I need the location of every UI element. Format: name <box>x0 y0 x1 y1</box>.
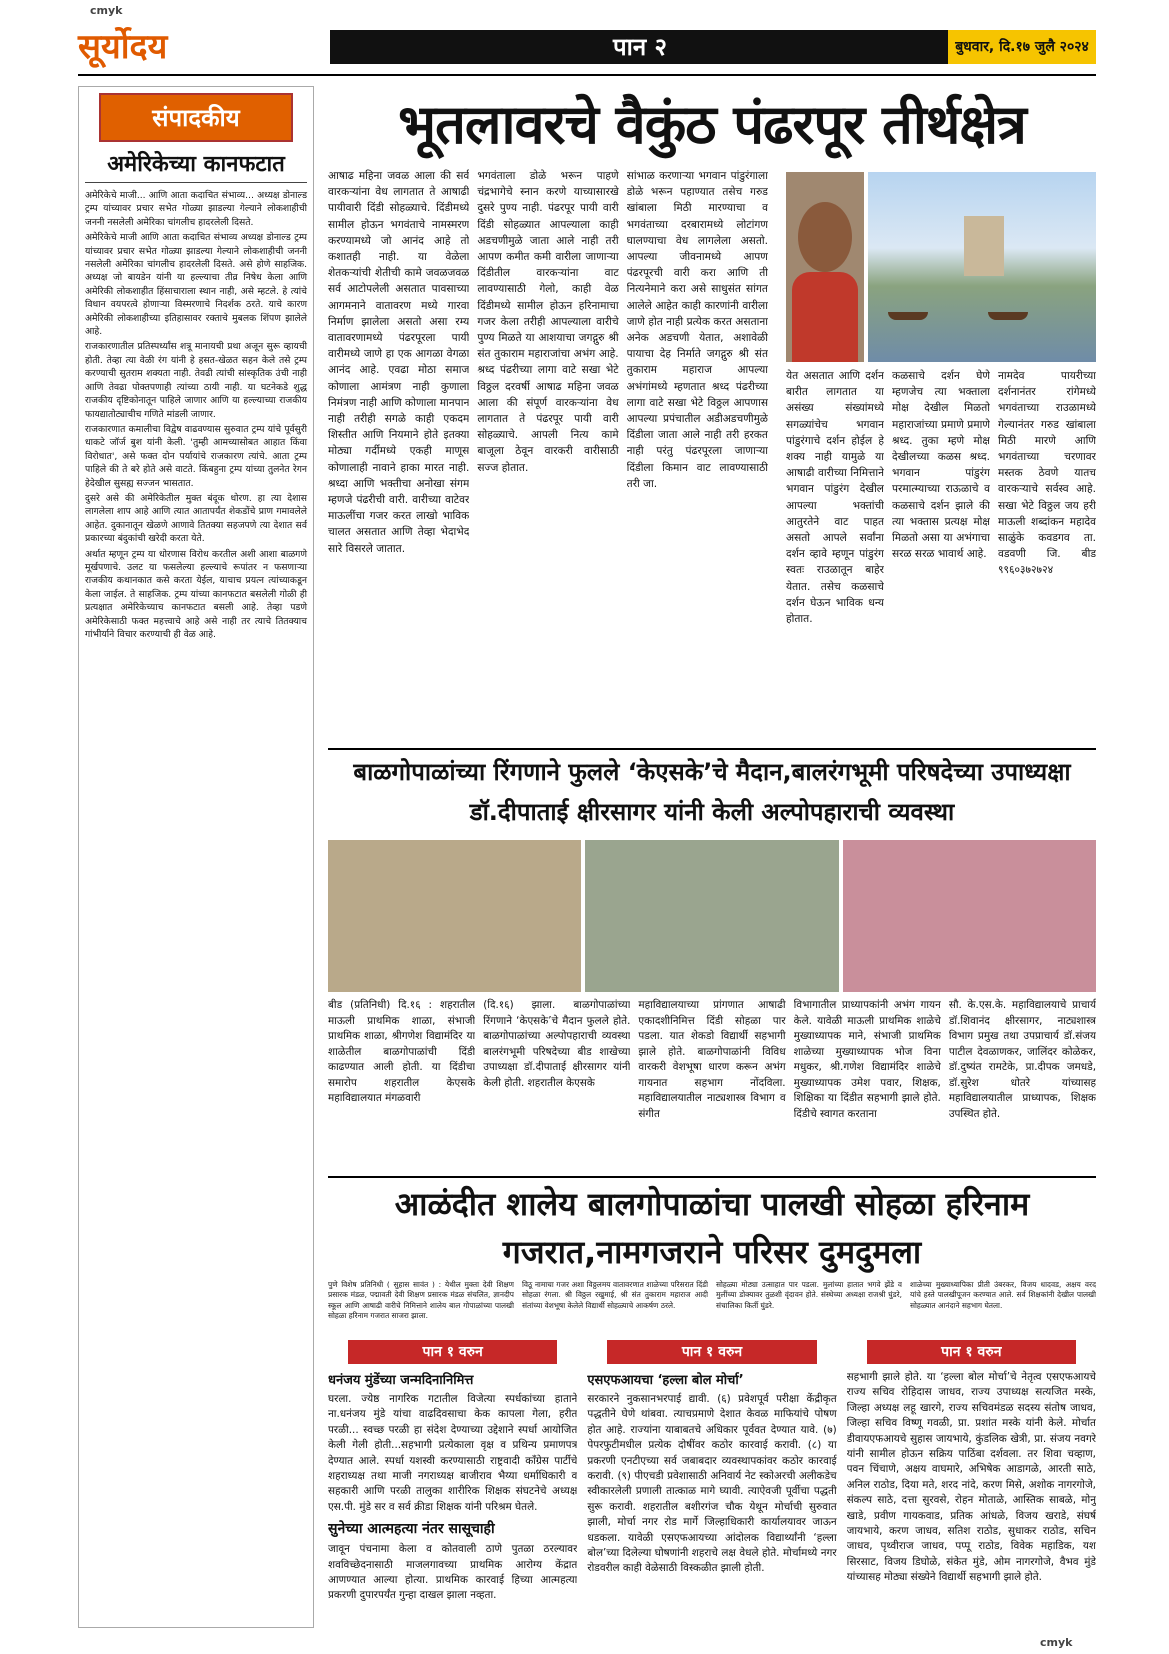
alandi-column <box>522 1280 708 1336</box>
continued-headline: एसएफआयचा ‘हल्ला बोल मोर्चा’ <box>587 1373 744 1388</box>
balgopal-column <box>638 998 785 1170</box>
author-photo <box>786 172 864 362</box>
balgopal-text: विभागातील प्राध्यापकांनी अभंग गायन केले. यावेळी माऊली प्राथमिक शाळेचे मुख्याध्यापक माने, संभाजी प्राथमिक शाळेच्या मुख्याध्यापक भोज विना मधुकर, श्री.गणेश विद्यामंदिर शाळेचे मुख्याध्यापक उमेश पवार, शिक्षक, शिक्षिका या दिंडीत सहभागी झाले होते. दिंडीचे स्वागत करताना <box>793 999 941 1120</box>
continued-banner: पान १ वरुन <box>867 1340 1076 1364</box>
boat-shape <box>888 312 928 320</box>
editorial-paragraph: अमेरिकेचे माजी आणि आता कदाचित संभाव्य अध्यक्ष डोनाल्ड ट्रम्प यांच्यावर प्रचार सभेत गोळ्या झाडल्या गेल्याने लोकशाहीची जननी नसलेली अमेरिका चांगलीच हादरलेली दिसते. असे होणे साहजिक. अध्यक्ष जो बायडेन यांनी या हल्ल्याचा तीव्र निषेध केला आणि अमेरिकी लोकशाहीत हिंसाचाराला स्थान नाही, असे म्हटले. हे त्यांचे विधान वयपरत्वे होणाऱ्या विस्मरणाचे निदर्शक ठरते. याचे कारण अमेरिकी लोकशाहीच्या इतिहासावर रक्ताचे मुबलक शिंपण झालेले आहे. <box>85 232 307 338</box>
alandi-text: सोहळ्या मोठ्या उत्साहात पार पडला. मुलांच्या हातात भगवे झेंडे व मुलींच्या डोक्यावर तुळशी वृंदावन होते. संस्थेच्या अध्यक्षा राजश्री घुंडरे, संचालिका किर्ती घुंडरे. <box>716 1280 902 1310</box>
balgopal-headline: बाळगोपाळांच्या रिंगणाने फुलले ‘केएसके’चे मैदान,बालरंगभूमी परिषदेच्या उपाध्यक्षा डॉ.दीपाताई क्षीरसागर यांनी केली अल्पोपहाराची व्यवस्था <box>328 748 1096 836</box>
alandi-text: शाळेच्या मुख्याध्यापिका प्रीती उंबरकर, विजय धादवड, अक्षय वरद यांचे हस्ते पालखीपूजन करण्यात आले. सर्व शिक्षकांनी देखील पालखी सोहळ्यात आनंदाने सहभाग घेतला. <box>910 1280 1096 1310</box>
continued-banner: पान १ वरुन <box>607 1340 816 1364</box>
issue-date: बुधवार, दि.१७ जुलै २०२४ <box>948 30 1096 64</box>
editorial-paragraph: अमेरिकेचे माजी... आणि आता कदाचित संभाव्य... अध्यक्ष डोनाल्ड ट्रम्प यांच्यावर प्रचार सभेत गोळ्या झाडल्या गेल्याने लोकशाहीची जननी नसलेली अमेरिका चांगलीच हादरलेली दिसते. <box>85 190 307 228</box>
lead-text: नामदेव पायरीच्या दर्शनानंतर रांगेमध्ये भगवंताच्या राउळामध्ये गेल्यानंतर गरुड खांबाला मिठी मारणे आणि भगवंताच्या चरणावर मस्तक ठेवणे यातच वारकऱ्याचे सर्वस्व आहे. सखा भेटे विठ्ठल जय हरी माऊली शब्दांकन महादेव साळुंके कवडगव ता. वडवणी जि. बीड ९९६०३७२७२४ <box>998 370 1096 577</box>
editorial-paragraph: राजकारणात कमालीचा विद्वेष वाढवण्यास सुरुवात ट्रम्प यांचे पूर्वसुरी धाकटे जॉर्ज बुश यांनी केली. 'तुम्ही आमच्यासोबत आहात किंवा विरोधात', असे फक्त दोन पर्यायांचे राजकारण त्यांचे. आता ट्रम्प पाहिले की ते बरे होते असे वाटते. किंबहुना ट्रम्प यांच्या तुलनेत रेगन हेदेखील सुसह्य सज्जन भासतात. <box>85 423 307 489</box>
balgopal-text: (दि.१६) झाला. बाळगोपाळांच्या रिंगणाने ‘केएसके’चे मैदान फुलले होते. बाळगोपाळांच्या अल्पोपहाराची व्यवस्था बालरंगभूमी परिषदेच्या बीड शाखेच्या उपाध्यक्षा डॉ.दीपाताई क्षीरसागर यांनी केली होती. शहरातील केएसके <box>483 999 631 1089</box>
balgopal-text: सौ. के.एस.के. महाविद्यालयाचे प्राचार्य डॉ.शिवानंद क्षीरसागर, नाट्यशास्त्र विभाग प्रमुख तथा उपप्राचार्य डॉ.संजय पाटील देवळाणकर, जालिंदर कोळेकर, डॉ.दुष्यंत रामटेके, प्रा.दीपक जमधडे, डॉ.सुरेश धोतरे यांच्यासह महाविद्यालयातील प्राध्यापक, शिक्षक उपस्थित होते. <box>948 999 1097 1120</box>
alandi-text: पुणे विशेष प्रतिनिधी ( सुहास सावंत ) : येथील मुक्ता देवी शिक्षण प्रसारक मंडळ, पद्मावती देवी शिक्षण प्रसारक मंडळ संचलित, ज्ञानदीप स्कूल आणि आषाढी वारीचे निमित्ताने शालेय बाल गोपाळांच्या पालखी सोहळा हरिनाम गजरात साजरा झाला. <box>328 1280 514 1321</box>
continued-text: सरकारने नुकसानभरपाई द्यावी. (६) प्रवेशपूर्व परीक्षा केंद्रीकृत पद्धतीने घेणे थांबवा. त्याचप्रमाणे देशात केवळ माफियांचे पोषण होत आहे. राज्यांना याबाबतचे अधिकार पूर्ववत देण्यात यावे. (७) पेपरफुटीमधील प्रत्येक दोषींवर कठोर कारवाई करावी. (८) या प्रकरणी एनटीएच्या सर्व जबाबदार व्यवस्थापकांवर कठोर कारवाई करावी. (९) पीएचडी प्रवेशासाठी अनिवार्य नेट स्कोअरची अलीकडेच स्वीकारलेली प्रणाली तात्काळ मागे घ्यावी. त्याऐवजी पूर्वीचा पद्धती सुरू करावी. शहरातील बशीरगंज चौक येथून मोर्चाची सुरुवात झाली, मोर्चा नगर रोड मार्गे जिल्हाधिकारी कार्यालयावर जाऊन धडकला. यावेळी एसएफआयच्या आंदोलक विद्यार्थ्यांनी ‘हल्ला बोल’च्या दिलेल्या घोषणांनी शहराचे लक्ष वेधले होते. मोर्चामध्ये नगर रोडवरील काही वेळेसाठी विस्कळीत झाली होती. <box>587 1393 837 1575</box>
editorial-body <box>85 189 307 641</box>
editorial-title: अमेरिकेच्या कानफटात <box>85 148 307 183</box>
editorial-paragraph: राजकारणातील प्रतिस्पर्ध्यांस शत्रू मानायची प्रथा अजून सुरू व्हायची होती. तेव्हा त्या वेळी रंग यांनी हे हसत-खेळत सहन केले तसे ट्रम्प करण्याची सुतराम शक्यता नाही. तेवढी त्यांची सांस्कृतिक उंची नाही आणि तेवढा पोक्तपणाही त्यांच्या ठायी नाही. या घटनेकडे शुद्ध राजकीय दृष्टिकोनातून पाहिले जाणार आणि या हल्ल्याच्या राजकीय फायद्यातोट्याचीच गणिते मांडली जाणार. <box>85 341 307 420</box>
balgopal-columns <box>328 998 1096 1170</box>
balgopal-column <box>794 998 941 1170</box>
alandi-headline: आळंदीत शालेय बालगोपाळांचा पालखी सोहळा हरिनाम गजरात,नामगजराने परिसर दुमदुमला <box>328 1176 1096 1276</box>
boat-shape <box>988 312 1028 320</box>
lead-column <box>892 368 990 738</box>
masthead-rule <box>78 74 1096 76</box>
pandharpur-temple-photo <box>868 172 1096 362</box>
continued-subheadline: सुनेच्या आत्महत्या नंतर सासूचाही <box>328 1521 495 1538</box>
alandi-text: विठू नामाचा गजर अशा विठ्ठलमय वातावरणात शाळेच्या परिसरात दिंडी सोहळा रंगला. श्री विठ्ठल रखुमाई, श्री संत तुकाराम महाराज आदी संतांच्या वेशभूषा केलेले विद्यार्थी सोहळ्याचे आकर्षण ठरले. <box>522 1280 708 1310</box>
alandi-column <box>328 1280 514 1336</box>
balgopal-column <box>949 998 1096 1170</box>
print-mark-top: cmyk <box>90 4 123 17</box>
lead-story-right-columns <box>786 368 1096 738</box>
author-face <box>798 202 852 272</box>
lead-column <box>627 168 768 738</box>
lead-text: आषाढ महिना जवळ आला की सर्व वारकऱ्यांना वेध लागतात ते आषाढी पायीवारी दिंडी सोहळ्याचे. दिंडीमध्ये सामील होऊन भगवंताचे नामस्मरण करण्यामध्ये जो आनंद आहे तो कशातही नाही. या वेळेला शेतकऱ्यांची शेतीची कामे जवळजवळ सर्व आटोपलेली असतात पावसाच्या आगमनाने वातावरण मध्ये गारवा निर्माण झालेला असतो असा रम्य वातावरणामध्ये पंढरपूरला पायी वारीमध्ये जाणे हा एक आगळा वेगळा आनंद आहे. एवढा मोठा समाज कोणाला आमंत्रण नाही कुणाला निमंत्रण नाही आणि कोणाला मानपान नाही तरीही सगळे काही एकदम शिस्तीत आणि नियमाने होते इतक्या मोठ्या गर्दीमध्ये एकही माणूस कोणालाही नावाने हाका मारत नाही. श्रध्दा आणि भक्तीचा अनोखा संगम म्हणजे पंढरीची वारी. वारीच्या वाटेवर माऊलींचा गजर करत लाखो भाविक चालत असतात आणि तेव्हा भेदाभेद सारे विसरले जातात. <box>328 170 470 555</box>
balgopal-text: बीड (प्रतिनिधी) दि.१६ : शहरातील माऊली प्राथमिक शाळा, संभाजी प्राथमिक शाळा, श्रीगणेश विद्यामंदिर या शाळेतील बाळगोपाळांची दिंडी काढण्यात आली होती. या दिंडीचा समारोप शहरातील केएसके महाविद्यालयात मंगळवारी <box>328 999 476 1104</box>
lead-column <box>998 368 1096 738</box>
continued-column <box>587 1340 836 1630</box>
balgopal-photo-strip <box>328 840 1096 992</box>
guests-photo <box>585 840 838 992</box>
continued-text: घरला. ज्येष्ठ नागरिक गटातील विजेत्या स्पर्धकांच्या हाताने ना.धनंजय मुंडे यांचा वाढदिवसाचा केक कापला गेला, हरीत परळी... स्वच्छ परळी हा संदेश देण्याच्या उद्देशाने स्पर्धा आयोजित केली गेली होती...सहभागी प्रत्येकाला वृक्ष व प्रथिन्य प्रमाणपत्र देण्यात आले. स्पर्धा यशस्वी करण्यासाठी राष्ट्रवादी काँग्रेस पार्टीचे शहराध्यक्ष तथा माजी नगराध्यक्ष बाजीराव भैय्या धर्माधिकारी व सहकारी आणि परळी तालुका शारीरिक शिक्षक संघटनेचे अध्यक्ष एस.पी. मुंडे सर व सर्व क्रीडा शिक्षक यांनी परिश्रम घेतले. <box>328 1393 578 1513</box>
lead-story-columns <box>328 168 768 738</box>
editorial-paragraph: दुसरे असे की अमेरिकेतील मुक्त बंदूक धोरण. हा त्या देशास लागलेला शाप आहे आणि त्यात आतापर्यंत शेकडोंचे प्राण गमावलेले आहेत. दुकानातून खेळणे आणावे तितक्या सहजपणे त्या देशात सर्व प्रकारच्या बंदुकांची खरेदी करता येते. <box>85 492 307 545</box>
alandi-column <box>716 1280 902 1336</box>
lead-text: कळसाचे दर्शन घेणे म्हणजेच त्या भक्ताला मोक्ष देखील मिळतो महाराजांच्या प्रमाणे प्रमाणे श्रध्द. तुका म्हणे मोक्ष देखीलच्या कळस श्रध्द. भगवान पांडुरंग परमात्म्याच्या राऊळाचे व कळसाचे दर्शन झाले की त्या भक्तास प्रत्यक्ष मोक्ष मिळतो असा या अभंगाचा सरळ सरळ भावार्थ आहे. <box>892 370 990 561</box>
continued-column <box>328 1340 577 1630</box>
continued-banner: पान १ वरुन <box>348 1340 557 1364</box>
continued-text: जावून पंचनामा केला व कोतवाली ठाणे पुतळा ठरल्यावर शवविच्छेदनासाठी माजलगावच्या प्राथमिक आरोग्य केंद्रात आणण्यात आल्या होत्या. प्राथमिक कारवाई हिच्या आत्महत्या प्रकरणी दुपारपर्यंत गुन्हा दाखल झाला नव्हता. <box>328 1543 578 1602</box>
alandi-column <box>910 1280 1096 1336</box>
editorial-column <box>78 86 314 1628</box>
page-number-label: पान २ <box>330 30 950 64</box>
continued-text: सहभागी झाले होते. या ‘हल्ला बोल मोर्चा’चे नेतृत्व एसएफआयचे राज्य सचिव रोहिदास जाधव, राज्य उपाध्यक्ष सत्यजित मस्के, जिल्हा अध्यक्ष लहू खारगे, राज्य सचिवमंडळ सदस्य संतोष जाधव, जिल्हा सचिव विष्णू गवळी, प्रा. प्रशांत मस्के यांनी केले. मोर्चात डीवायएफआयचे सुहास जायभाये, कुंडलिक खेत्री, प्रा. संजय नवगरे यांनी सामील होऊन सक्रिय पाठिंबा दर्शवला. तर शिवा चव्हाण, पवन चिंचाणे, अक्षय वाघमारे, अभिषेक आडागळे, आरती साठे, अनिल राठोड, दिया मते, शरद नांदे, करण मिसे, अशोक नागरगोजे, संकल्प साठे, दत्ता सुरवसे, रोहन मोताळे, आस्तिक साबळे, मोनु खाडे, प्रवीण गायकवाड, प्रतिक आंधळे, विजय खराडे, संघर्ष जायभाये, करण जाधव, सतिश राठोड, सुधाकर राठोड, सचिन जाधव, पृथ्वीराज जाधव, पप्पू राठोड, विवेक महाडिक, यश सिरसाट, विजय डिघोळे, संकेत मुंडे, ओम नागरगोजे, वैभव मुंडे यांच्यासह मोठ्या संख्येने विद्यार्थी सहभागी झाले होते. <box>846 1371 1096 1584</box>
balgopal-column <box>328 998 475 1170</box>
lead-column <box>786 368 884 738</box>
lead-text: भगवंताला डोळे भरून पाहणे चंद्रभागेचे स्नान करणे याच्यासारखे दुसरे पुण्य नाही. पंढरपूर पायी वारी दिंडी सोहळ्यात आपल्याला काही अडचणीमुळे जाता आले नाही तरी आपण कमीत कमी वारीला जाणाऱ्या दिंडीतील वारकऱ्यांना वाट लावण्यासाठी गेलो, काही वेळ दिंडीमध्ये सामील होऊन हरिनामाचा गजर केला तरीही आपल्याला वारीचे पुण्य मिळते या आशयाचा जगद्गुरु श्री संत तुकाराम महाराजांचा अभंग आहे. श्रध्द पंढरीच्या लागा वाटे सखा भेटे विठ्ठल दरवर्षी आषाढ महिना जवळ आला की संपूर्ण वारकऱ्यांना वेध लागतात ते पंढरपूर पायी वारी सोहळ्याचे. आपली नित्य कामे बाजूला ठेवून वारकरी वारीसाठी सज्ज होतात. <box>477 170 619 474</box>
lead-headline: भूतलावरचे वैकुंठ पंढरपूर तीर्थक्षेत्र <box>398 93 1026 156</box>
editorial-paragraph: अर्थात म्हणून ट्रम्प या धोरणास विरोध करतील अशी आशा बाळगणे मूर्खपणाचे. उलट या फसलेल्या हल्ल्याचे रूपांतर न फसणाऱ्या राजकीय कथानकात कसे करता येईल, याचाच प्रयत्न त्यांच्याकडून केला जाईल. ते साहजिक. ट्रम्प यांच्या कानफटात बसलेली गोळी ही प्रत्यक्षात अमेरिकेच्याच कानफटात बसली आहे. तेव्हा पडणे अमेरिकेसाठी फक्त महत्त्वाचे आहे असे नाही तर त्याचे तितक्याच गांभीर्याने विचार करण्याची ही वेळ आहे. <box>85 548 307 640</box>
print-mark-bottom: cmyk <box>1040 1636 1073 1649</box>
balgopal-column <box>483 998 630 1170</box>
balgopal-text: महाविद्यालयाच्या प्रांगणात आषाढी एकादशीनिमित्त दिंडी सोहळा पार पडला. यात शेकडो विद्यार्थी सहभागी झाले होते. बाळगोपाळांनी विविध वारकरी वेशभूषा धारण करून अभंग गायनात सहभाग नोंदविला. महाविद्यालयातील नाट्यशास्त्र विभाग व संगीत <box>638 999 786 1120</box>
lead-column <box>477 168 618 738</box>
masthead <box>78 26 1096 68</box>
lead-column <box>328 168 469 738</box>
continued-column <box>847 1340 1096 1630</box>
alandi-columns <box>328 1280 1096 1336</box>
continued-section <box>328 1340 1096 1630</box>
lead-text: येत असतात आणि दर्शन बारीत लागतात या असंख्य संख्यांमध्ये सगळ्यांचेच भगवान पांडुरंगाचे दर्शन होईल हे शक्य नाही यामुळे या आषाढी वारीच्या निमित्ताने भगवान पांडुरंग देखील आपल्या भक्तांची आतुरतेने वाट पाहत असतो आपले सर्वांना दर्शन व्हावे म्हणून पांडुरंग स्वतः राउळातून बाहेर येतात. तसेच कळसाचे दर्शन घेऊन भाविक धन्य होतात. <box>786 370 884 626</box>
continued-headline: धनंजय मुंडेंच्या जन्मदिनानिमित्त <box>328 1373 474 1388</box>
author-shirt <box>792 272 858 362</box>
crowd-photo <box>328 840 581 992</box>
lead-text: सांभाळ करणाऱ्या भगवान पांडुरंगाला डोळे भरून पहाण्यात तसेच गरुड खांबाला मिठी मारण्याचा व भगवंताच्या दरबारामध्ये लोटांगण घालण्याचा वेध लागलेला असतो. आपल्या जीवनामध्ये आपण पंढरपूरची वारी करा आणि ती नित्यनेमाने करा असे साधुसंत सांगत आलेले आहेत काही कारणांनी वारीला जाणे होत नाही प्रत्येक करत असताना अनेक अडचणी येतात, अशावेळी पायाचा देह निर्माते जगद्गुरु श्री संत तुकाराम महाराज आपल्या अभंगांमध्ये म्हणतात श्रध्द पंढरीच्या लागा वाटे सखा भेटे विठ्ठल आपणास आपल्या प्रपंचातील अडीअडचणीमुळे दिंडीला जाता आले नाही तरी हरकत नाही परंतु पंढरपूरला जाणाऱ्या दिंडीला किमान वाट लावण्यासाठी तरी जा. <box>626 170 768 490</box>
newspaper-logo: सूर्योदय <box>78 27 168 67</box>
temple-shape <box>964 216 1004 276</box>
editorial-section-label: संपादकीय <box>99 93 293 142</box>
children-costume-photo <box>843 840 1096 992</box>
